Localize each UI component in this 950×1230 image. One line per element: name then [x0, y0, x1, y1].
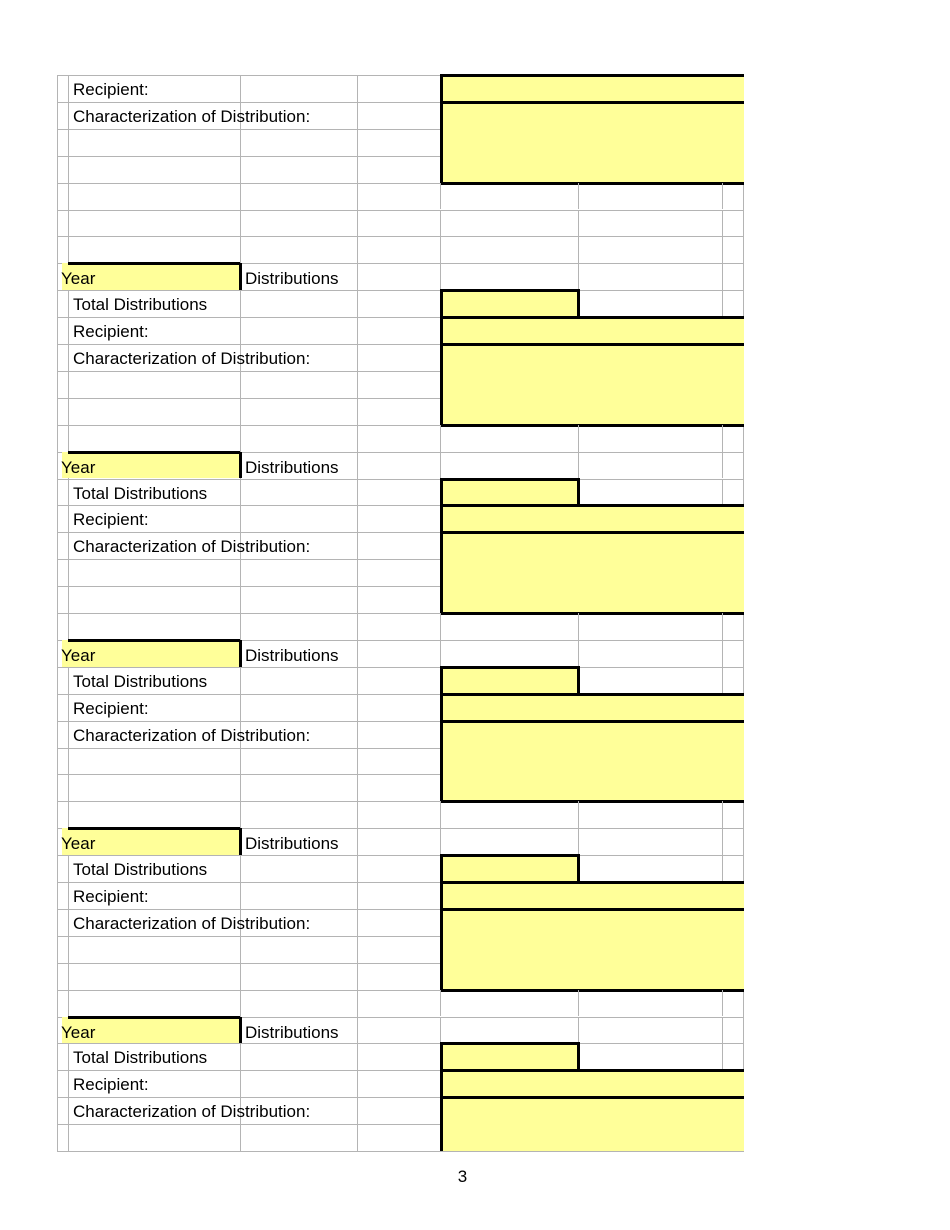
- column-gridline: [578, 613, 579, 640]
- cell-border: [239, 828, 242, 855]
- cell-border: [440, 504, 744, 507]
- recipient-label: Recipient:: [73, 887, 149, 906]
- column-gridline: [722, 990, 723, 1017]
- column-gridline: [722, 183, 723, 210]
- column-gridline: [722, 425, 723, 452]
- column-gridline: [722, 828, 723, 855]
- recipient-input[interactable]: [440, 317, 744, 344]
- cell-border: [440, 1097, 443, 1151]
- recipient-input[interactable]: [440, 75, 744, 102]
- column-gridline: [440, 828, 441, 855]
- cell-border: [440, 317, 443, 344]
- row-gridline: [57, 855, 744, 856]
- recipient-label: Recipient:: [73, 80, 149, 99]
- column-gridline: [578, 640, 579, 667]
- column-gridline: [440, 640, 441, 667]
- characterization-label: Characterization of Distribution:: [73, 537, 311, 557]
- column-gridline: [578, 210, 579, 237]
- column-gridline: [578, 452, 579, 479]
- recipient-label: Recipient:: [73, 1075, 149, 1095]
- column-gridline: [57, 75, 58, 1151]
- column-gridline: [578, 183, 579, 210]
- year-label: Year: [61, 457, 96, 477]
- column-gridline: [722, 452, 723, 479]
- cell-border: [440, 693, 744, 696]
- cell-border: [440, 344, 443, 425]
- column-gridline: [722, 1017, 723, 1044]
- cell-border: [440, 694, 443, 721]
- cell-border: [440, 532, 443, 613]
- year-label: Year: [61, 645, 96, 665]
- cell-border: [440, 854, 580, 857]
- cell-border: [440, 424, 744, 427]
- total-distributions-input[interactable]: [440, 1043, 578, 1070]
- cell-border: [239, 452, 242, 479]
- cell-border: [440, 1042, 580, 1045]
- distributions-label: Distributions: [245, 834, 339, 854]
- column-gridline: [722, 263, 723, 290]
- column-gridline: [68, 75, 69, 1151]
- total-distributions-label: Total Distributions: [73, 295, 208, 315]
- cell-border: [440, 1069, 744, 1072]
- row-gridline: [57, 479, 744, 480]
- column-gridline: [440, 990, 441, 1017]
- cell-border: [440, 102, 443, 183]
- cell-border: [440, 479, 443, 506]
- cell-border: [440, 75, 443, 102]
- total-distributions-label: Total Distributions: [73, 860, 208, 880]
- row-gridline: [57, 1043, 744, 1044]
- cell-border: [440, 720, 744, 723]
- row-gridline: [57, 290, 744, 291]
- column-gridline: [722, 290, 723, 317]
- recipient-input[interactable]: [440, 505, 744, 532]
- cell-border: [440, 612, 744, 615]
- column-gridline: [440, 1017, 441, 1044]
- cell-border: [239, 263, 242, 290]
- column-gridline: [578, 236, 579, 263]
- cell-border: [440, 531, 744, 534]
- cell-border: [440, 290, 443, 317]
- characterization-input[interactable]: [440, 1097, 744, 1151]
- total-distributions-input[interactable]: [440, 479, 578, 506]
- column-gridline: [440, 425, 441, 452]
- total-distributions-input[interactable]: [440, 667, 578, 694]
- column-gridline: [578, 1017, 579, 1044]
- cell-border: [440, 909, 443, 990]
- recipient-label: Recipient:: [73, 698, 149, 718]
- cell-border: [440, 908, 744, 911]
- column-gridline: [357, 75, 358, 1151]
- cell-border: [440, 882, 443, 909]
- column-gridline: [578, 425, 579, 452]
- cell-border: [577, 479, 580, 506]
- cell-border: [440, 800, 744, 803]
- row-gridline: [57, 667, 744, 668]
- total-distributions-label: Total Distributions: [73, 671, 208, 691]
- cell-border: [440, 855, 443, 882]
- column-gridline: [440, 613, 441, 640]
- column-gridline: [578, 263, 579, 290]
- cell-border: [440, 101, 744, 104]
- characterization-input[interactable]: [440, 909, 744, 990]
- characterization-input[interactable]: [440, 532, 744, 613]
- cell-border: [68, 639, 240, 642]
- distributions-label: Distributions: [245, 269, 339, 289]
- recipient-input[interactable]: [440, 694, 744, 721]
- cell-border: [68, 827, 240, 830]
- cell-border: [68, 1016, 240, 1019]
- column-gridline: [440, 263, 441, 290]
- column-gridline: [722, 613, 723, 640]
- recipient-label: Recipient:: [73, 322, 149, 342]
- column-gridline: [440, 801, 441, 828]
- column-gridline: [578, 801, 579, 828]
- column-gridline: [440, 210, 441, 237]
- column-gridline: [440, 236, 441, 263]
- cell-border: [440, 505, 443, 532]
- row-gridline: [57, 236, 744, 237]
- cell-border: [68, 451, 240, 454]
- cell-border: [440, 666, 580, 669]
- cell-border: [440, 881, 744, 884]
- recipient-input[interactable]: [440, 882, 744, 909]
- cell-border: [577, 667, 580, 694]
- column-gridline: [722, 1043, 723, 1070]
- column-gridline: [578, 990, 579, 1017]
- column-gridline: [722, 667, 723, 694]
- characterization-input[interactable]: [440, 102, 744, 183]
- total-distributions-label: Total Distributions: [73, 1048, 208, 1068]
- column-gridline: [440, 452, 441, 479]
- cell-border: [239, 640, 242, 667]
- column-gridline: [722, 210, 723, 237]
- year-label: Year: [61, 269, 96, 289]
- characterization-label: Characterization of Distribution:: [73, 106, 311, 126]
- column-gridline: [240, 75, 241, 1151]
- cell-border: [440, 316, 744, 319]
- column-gridline: [578, 828, 579, 855]
- cell-border: [440, 667, 443, 694]
- cell-border: [440, 289, 580, 292]
- cell-border: [577, 855, 580, 882]
- cell-border: [440, 1043, 443, 1070]
- cell-border: [440, 721, 443, 802]
- year-label: Year: [61, 1022, 96, 1042]
- cell-border: [577, 290, 580, 317]
- cell-border: [577, 1043, 580, 1070]
- column-gridline: [722, 801, 723, 828]
- column-gridline: [722, 479, 723, 506]
- row-gridline: [57, 1151, 744, 1152]
- year-label: Year: [61, 834, 96, 854]
- cell-border: [440, 1070, 443, 1097]
- recipient-label: Recipient:: [73, 510, 149, 530]
- total-distributions-input[interactable]: [440, 855, 578, 882]
- cell-border: [440, 343, 744, 346]
- column-gridline: [722, 855, 723, 882]
- cell-border: [440, 1096, 744, 1099]
- characterization-input[interactable]: [440, 721, 744, 802]
- cell-border: [440, 74, 744, 77]
- recipient-input[interactable]: [440, 1070, 744, 1097]
- distributions-label: Distributions: [245, 457, 339, 477]
- characterization-input[interactable]: [440, 344, 744, 425]
- characterization-label: Characterization of Distribution:: [73, 913, 311, 933]
- characterization-label: Characterization of Distribution:: [73, 725, 311, 745]
- cell-border: [68, 262, 240, 265]
- total-distributions-label: Total Distributions: [73, 483, 208, 503]
- column-gridline: [722, 640, 723, 667]
- column-gridline: [440, 183, 441, 210]
- row-gridline: [57, 210, 744, 211]
- cell-border: [239, 1017, 242, 1044]
- cell-border: [440, 182, 744, 185]
- column-gridline: [722, 236, 723, 263]
- characterization-label: Characterization of Distribution:: [73, 349, 311, 368]
- distributions-label: Distributions: [245, 1022, 339, 1042]
- characterization-label: Characterization of Distribution:: [73, 1102, 311, 1122]
- page-number: 3: [457, 1167, 468, 1186]
- cell-border: [440, 989, 744, 992]
- total-distributions-input[interactable]: [440, 290, 578, 317]
- distributions-label: Distributions: [245, 645, 339, 665]
- cell-border: [440, 478, 580, 481]
